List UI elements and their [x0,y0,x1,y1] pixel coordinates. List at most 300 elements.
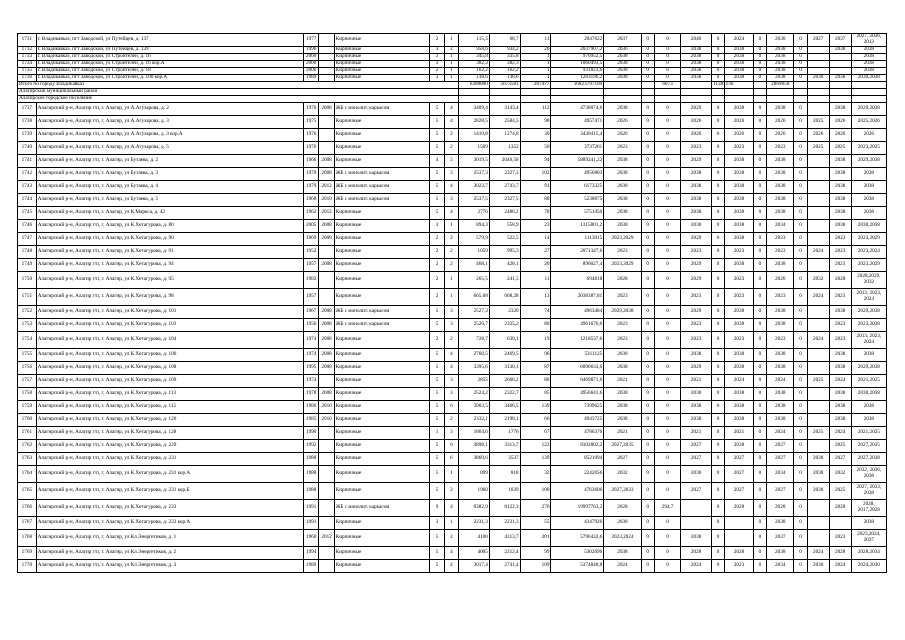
cost-cell: 6173325 [551,181,604,194]
term-cell: 2023 [766,246,794,259]
term-cell: 2038 [681,207,712,220]
term-cell: 2026 [681,116,712,129]
entrances-cell: 3 [444,319,458,332]
term-cell: 2023 [766,142,794,155]
value-cell: 0 [753,427,766,440]
repair-year-cell [319,75,334,82]
term-cell: 2034 [766,560,794,573]
term-cell: 2026 [604,129,641,142]
term-cell: 2038 [725,306,754,319]
term-cell [725,530,754,547]
address-cell: Алагирский р-н, Алагир г/п, г. Алагир, ул К.Хетагурова, д. 231 [36,453,303,466]
term-cell [725,517,754,530]
value-cell: 0 [712,54,725,61]
value-cell: 0 [753,207,766,220]
entrances-cell: 3 [444,306,458,319]
floors-cell: 5 [430,388,444,401]
row-number: 1768 [18,530,37,547]
wall-material-cell: Кирпичные [334,388,430,401]
value-cell: 0 [654,427,680,440]
term-cell: 2030,2038 [851,75,886,82]
term-cell: 2027, 2033, 2038 [851,483,886,500]
term-cell: 2023 [681,246,712,259]
empty-cell [681,82,712,89]
value-cell: 0 [654,306,680,319]
term-cell: 2038 [829,388,851,401]
value-cell: 0 [753,61,766,68]
residents-cell: 66 [520,414,551,427]
value-cell: 0 [641,272,654,289]
build-year-cell: 1956 [303,319,318,332]
sum-cell: 6073 [654,82,680,89]
build-year-cell: 1976 [303,142,318,155]
address-cell: Алагирский р-н, Алагир г/п, г. Алагир, ул К.Хетагурова, д. 109 [36,375,303,388]
wall-material-cell: Кирпичные [334,75,430,82]
term-cell: 2021 [604,375,641,388]
total-area-cell: 1059 [459,246,490,259]
empty-cell [604,82,641,89]
value-cell: 0 [753,194,766,207]
total-area-cell: 3023,7 [459,181,490,194]
entrances-cell: 2 [444,332,458,349]
value-cell: 0 [654,246,680,259]
residents-cell: 102 [520,168,551,181]
value-cell: 0 [794,500,807,517]
build-year-cell: 1969 [303,233,318,246]
wall-material-cell: Кирпичные [334,349,430,362]
term-cell: 2038 [604,517,641,530]
value-cell: 0 [753,259,766,272]
value-cell: 0 [794,34,807,47]
term-cell: 2026 [604,116,641,129]
term-cell: 2038 [829,181,851,194]
value-cell: 0 [794,453,807,466]
value-cell: 0 [753,362,766,375]
living-area-cell: 2469,5 [489,349,520,362]
value-cell: 0 [753,75,766,82]
term-cell: 2027 [725,453,754,466]
residents-cell: 14 [520,233,551,246]
living-area-cell: 2325,2 [489,319,520,332]
value-cell: 0 [794,75,807,82]
term-cell: 2038 [604,61,641,68]
living-area-cell: 138,6 [489,75,520,82]
entrances-cell: 3 [444,427,458,440]
empty-cell [794,82,807,89]
table-row [18,414,887,427]
floors-cell: 5 [430,466,444,483]
term-cell: 2028 [725,500,754,517]
term-cell: 2026 [725,116,754,129]
term-cell: 2038 [829,75,851,82]
build-year-cell: 2000 [303,61,318,68]
build-year-cell: 1988 [303,483,318,500]
term-cell: 2023,2038 [851,319,886,332]
cost-cell: 5302696 [551,547,604,560]
term-cell: 2023 [681,289,712,306]
term-cell: 2026 [829,129,851,142]
term-cell: 2023 [604,319,641,332]
wall-material-cell: Кирпичные [334,142,430,155]
value-cell: 0 [794,194,807,207]
value-cell: 0 [753,233,766,246]
total-area-cell: 1509 [459,142,490,155]
value-cell: 0 [753,181,766,194]
address-cell: Алагирский р-н, Алагир г/п, г. Алагир, ул К.Хетагурова, д. 115 [36,401,303,414]
term-cell: 2027,2035 [851,440,886,453]
term-cell: 2038 [604,349,641,362]
term-cell: 2030 [681,388,712,401]
total-area-cell: 2332,1 [459,414,490,427]
value-cell: 0 [753,47,766,54]
row-number: 1738 [18,116,37,129]
repair-year-cell [319,466,334,483]
residents-cell: 86 [520,375,551,388]
term-cell: 2028 [766,500,794,517]
term-cell: 2038 [725,168,754,181]
total-area-cell: 2524,2 [459,388,490,401]
repair-year-cell: 2010 [319,414,334,427]
value-cell: 0 [712,129,725,142]
total-area-cell: 4005 [459,547,490,560]
row-number: 1760 [18,414,37,427]
term-cell [681,517,712,530]
build-year-cell: 1991 [303,517,318,530]
living-area-cell: 2212,4 [489,547,520,560]
value-cell: 0 [794,168,807,181]
term-cell: 2021 [681,427,712,440]
row-number: 1763 [18,453,37,466]
value-cell: 0 [712,332,725,349]
value-cell: 0 [641,560,654,573]
value-cell: 0 [641,34,654,47]
term-cell: 2028,2029, 2032 [851,272,886,289]
wall-material-cell: ЖБ с монолит. каркасом [334,319,430,332]
total-area-cell: 2855 [459,375,490,388]
cost-cell: 3430415,4 [551,129,604,142]
term-cell: 2013, 2023, 2024 [851,332,886,349]
repair-year-cell: 2008 [319,362,334,375]
term-cell: 2038 [829,349,851,362]
value-cell: 0 [794,142,807,155]
residents-cell: 1 [520,75,551,82]
repair-year-cell [319,375,334,388]
living-area-cell: 3130,1 [489,362,520,375]
value-cell: 0 [712,388,725,401]
value-cell: 0 [712,116,725,129]
term-cell: 2038 [725,220,754,233]
total-area-cell: 958,6 [459,47,490,54]
residents-cell: 1 [520,68,551,75]
value-cell: 0 [641,414,654,427]
value-cell: 0 [712,440,725,453]
cost-cell: 6469871,6 [551,375,604,388]
term-cell: 2023 [681,319,712,332]
term-cell [807,401,829,414]
total-area-cell: 265,5 [459,272,490,289]
value-cell: 0 [753,453,766,466]
address-cell: Алагирский р-н, Алагир г/п, г. Алагир, ул А.Агузарова, д. 5 [36,142,303,155]
value-cell: 0 [753,129,766,142]
value-cell: 0 [654,349,680,362]
wall-material-cell: Кирпичные [334,155,430,168]
value-cell: 0 [794,362,807,375]
empty-cell [753,82,766,89]
living-area-cell [489,89,520,96]
term-cell: 2028, 2017,2028 [851,500,886,517]
term-cell: 2029,2038 [851,306,886,319]
term-cell: 2026 [807,129,829,142]
row-number: 1735 [18,68,37,75]
term-cell: 2029,2038 [604,306,641,319]
address-cell: Алагирский р-н, Алагир г/п, г. Алагир, ул К.Хетагурова, д. 95 [36,272,303,289]
term-cell: 2025 [829,142,851,155]
term-cell: 2038 [766,349,794,362]
entrances-cell: 1 [444,220,458,233]
term-cell: 2038 [604,54,641,61]
value-cell: 0 [654,289,680,306]
term-cell: 2036 [604,47,641,54]
value-cell: 0 [712,500,725,517]
term-cell: 2038 [766,547,794,560]
empty-cell [829,82,851,89]
entrances-cell: 2 [444,530,458,547]
repair-year-cell [319,272,334,289]
term-cell: 2028 [829,547,851,560]
residents-cell [520,96,551,103]
repair-year-cell [319,47,334,54]
term-cell: 2023,2029 [604,259,641,272]
term-cell: 2028 [604,500,641,517]
term-cell: 2027 [766,440,794,453]
living-area-cell: 2327,3 [489,168,520,181]
floors-cell: 5 [430,453,444,466]
floors-cell: 9 [430,500,444,517]
term-cell: 2027 [829,453,851,466]
entrances-cell: 1 [444,272,458,289]
value-cell: 0 [641,129,654,142]
address-cell: Алагирский р-н, Алагир г/п, г. Алагир, ул Бутаева, д. 5 [36,194,303,207]
sum-cell [712,96,725,103]
term-cell: 2023 [829,246,851,259]
row-number: 1751 [18,289,37,306]
total-area-cell: 382,3 [459,61,490,68]
living-area-cell: 995,3 [489,246,520,259]
build-year-cell: 1996 [303,47,318,54]
value-cell: 0 [753,116,766,129]
residents-cell: 32 [520,466,551,483]
term-cell: 2038 [766,259,794,272]
section-label: Алагирский муниципальный район [18,89,459,96]
term-cell: 2025,2026 [851,116,886,129]
term-cell [807,306,829,319]
entrances-cell: 2 [444,47,458,54]
address-cell: Алагирский р-н, Алагир г/п, г. Алагир, ул К.Хетагурова, д. 229 [36,440,303,453]
repair-year-cell [319,68,334,75]
value-cell: 0 [641,332,654,349]
value-cell: 0 [794,319,807,332]
value-cell: 0 [712,68,725,75]
term-cell: 2038 [851,68,886,75]
term-cell [807,168,829,181]
residents-cell: 78 [520,207,551,220]
empty-cell [794,89,807,96]
repair-year-cell: 2010 [319,401,334,414]
term-cell: 2038 [766,517,794,530]
term-cell: 2038 [604,68,641,75]
term-cell: 2024 [807,246,829,259]
value-cell: 0 [654,517,680,530]
entrances-cell: 2 [444,483,458,500]
value-cell: 0 [794,560,807,573]
value-cell: 0 [641,440,654,453]
entrances-cell: 1 [444,61,458,68]
address-cell: Алагирский р-н, Алагир г/п, г. Алагир, ул А.Агузарова, д. 3 [36,116,303,129]
total-area-cell: 2537,5 [459,194,490,207]
value-cell: 0 [654,414,680,427]
value-cell: 0 [654,220,680,233]
value-cell: 0 [641,306,654,319]
entrances-cell: 1 [444,517,458,530]
empty-cell [604,96,641,103]
value-cell: 0 [753,272,766,289]
term-cell: 2023 [604,142,641,155]
value-cell: 0 [753,375,766,388]
entrances-cell: 6 [444,401,458,414]
term-cell: 2023,2025 [851,142,886,155]
table-row [18,427,887,440]
living-area-cell: 2046,58 [489,155,520,168]
cost-cell: 694818 [551,272,604,289]
term-cell: 2038 [829,362,851,375]
value-cell: 0 [654,142,680,155]
term-cell: 2038 [829,306,851,319]
total-area-cell: 1410,8 [459,129,490,142]
value-cell: 0 [794,61,807,68]
entrances-cell: 4 [444,103,458,116]
residents-cell: 30 [520,129,551,142]
value-cell: 0 [641,483,654,500]
value-cell: 0 [641,466,654,483]
term-cell: 2038 [725,155,754,168]
row-number: 1762 [18,440,37,453]
value-cell: 0 [794,440,807,453]
term-cell: 2038 [725,194,754,207]
total-area-cell [459,96,490,103]
empty-cell [725,96,754,103]
term-cell: 2038 [766,75,794,82]
term-cell: 2024,2030 [851,560,886,573]
floors-cell: 5 [430,362,444,375]
residents-cell: 23 [520,220,551,233]
cost-cell: 4943725 [551,414,604,427]
build-year-cell: 1992 [303,440,318,453]
value-cell: 0 [753,414,766,427]
living-area-cell: 2322,7 [489,388,520,401]
empty-cell [641,82,654,89]
term-cell: 2023,2024 [604,530,641,547]
residents-cell: 20 [520,259,551,272]
term-cell: 2027 [766,483,794,500]
term-cell: 2023 [725,332,754,349]
term-cell: 2037 [829,34,851,47]
term-cell: 2027,2033 [604,483,641,500]
table-row [18,75,887,82]
value-cell: 0 [641,500,654,517]
term-cell: 2038 [725,319,754,332]
cost-cell: 1315801,2 [551,220,604,233]
term-cell: 2023 [829,332,851,349]
value-cell: 0 [753,530,766,547]
cost-cell: 6096633,6 [551,362,604,375]
address-cell: Алагирский р-н, Алагир г/п, г. Алагир, ул А.Агузарова, д. 2 [36,103,303,116]
table-row [18,34,887,47]
wall-material-cell: Кирпичные [334,259,430,272]
address-cell: Алагирский р-н, Алагир г/п, г. Алагир, ул Кл.Энергетиков, д. 2 [36,547,303,560]
repair-year-cell [319,116,334,129]
value-cell: 0 [641,289,654,306]
value-cell: 0 [641,220,654,233]
term-cell: 2026 [766,116,794,129]
repair-year-cell: 2008 [319,388,334,401]
address-cell: г. Владикавказ, пгт Заводской, ул Строителей, д. 16 кор.А [36,61,303,68]
empty-cell [753,96,766,103]
cost-cell: 1060493,5 [551,61,604,68]
build-year-cell: 1974 [303,375,318,388]
entrances-cell: 4 [444,362,458,375]
build-year-cell: 1994 [303,547,318,560]
residents-cell: 80 [520,319,551,332]
cost-cell: 5796432,6 [551,530,604,547]
term-cell: 2046 [681,34,712,47]
empty-cell [851,82,886,89]
wall-material-cell: Кирпичные [334,547,430,560]
value-cell: 0 [712,246,725,259]
wall-material-cell: Кирпичные [334,453,430,466]
value-cell: 0 [641,181,654,194]
value-cell: 0 [753,289,766,306]
wall-material-cell: Кирпичные [334,466,430,483]
cost-cell: 5374848,8 [551,560,604,573]
term-cell: 2038 [681,47,712,54]
term-cell: 2038 [604,388,641,401]
build-year-cell: 1968 [303,194,318,207]
term-cell: 2023 [829,233,851,246]
term-cell: 2038 [851,181,886,194]
term-cell: 2038 [725,47,754,54]
term-cell [807,440,829,453]
wall-material-cell: Кирпичные [334,517,430,530]
term-cell: 2038 [766,306,794,319]
wall-material-cell: Кирпичные [334,129,430,142]
total-area-cell: 3409,4 [459,103,490,116]
value-cell: 0 [712,47,725,54]
build-year-cell: 1990 [303,427,318,440]
residents-cell: 100 [520,483,551,500]
entrances-cell: 2 [444,246,458,259]
wall-material-cell: Кирпичные [334,54,430,61]
floors-cell: 3 [430,54,444,61]
empty-cell [641,96,654,103]
repair-year-cell: 2008 [319,306,334,319]
floors-cell: 2 [430,259,444,272]
residents-cell: 13 [520,289,551,306]
section-row [18,82,887,89]
value-cell: 0 [753,54,766,61]
repair-year-cell [319,560,334,573]
value-cell: 0 [794,233,807,246]
row-number: 1765 [18,483,37,500]
